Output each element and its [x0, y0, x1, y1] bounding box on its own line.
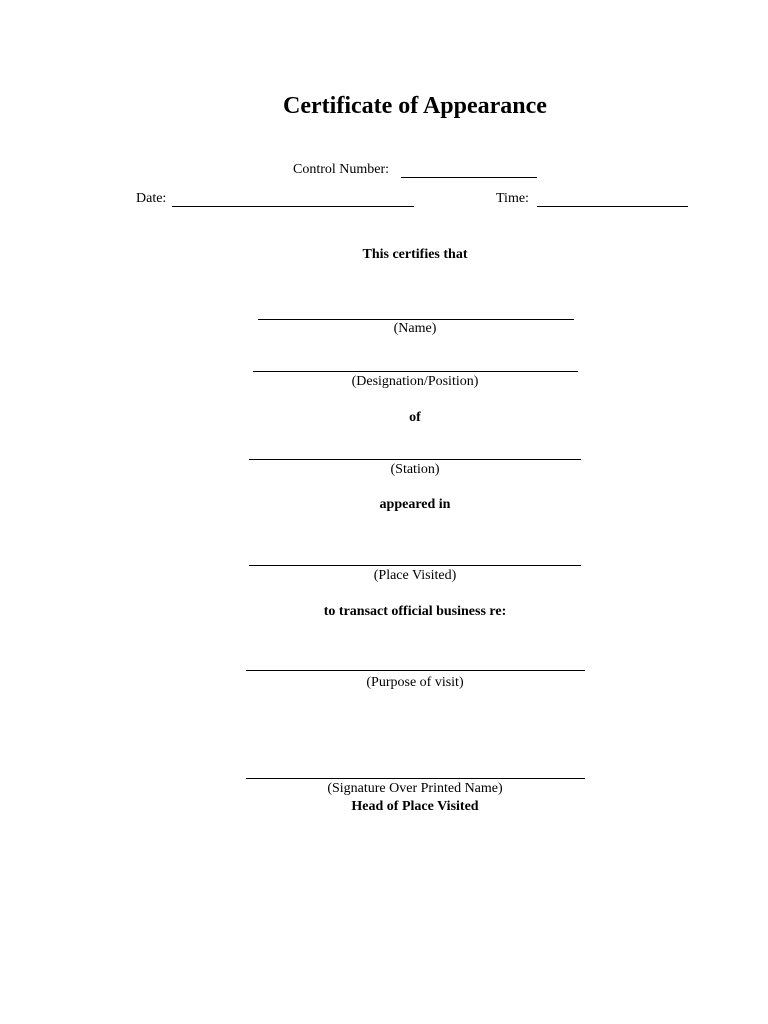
signature-caption: (Signature Over Printed Name)	[327, 781, 503, 796]
place-line	[249, 565, 581, 566]
signature-line	[246, 778, 585, 779]
name-line	[258, 319, 574, 320]
certifies-heading: This certifies that	[362, 247, 468, 262]
head-caption: Head of Place Visited	[351, 799, 479, 814]
designation-caption: (Designation/Position)	[351, 374, 479, 389]
purpose-caption: (Purpose of visit)	[366, 675, 464, 690]
transact-heading: to transact official business re:	[323, 604, 507, 619]
station-line	[249, 459, 581, 460]
date-label: Date:	[136, 191, 167, 206]
of-heading: of	[409, 410, 421, 425]
document-title: Certificate of Appearance	[283, 93, 547, 119]
time-line	[537, 206, 688, 207]
control-number-line	[401, 177, 537, 178]
control-number-label: Control Number:	[293, 162, 390, 177]
purpose-line	[246, 670, 585, 671]
date-line	[172, 206, 414, 207]
appeared-in-heading: appeared in	[379, 497, 451, 512]
time-label: Time:	[496, 191, 529, 206]
station-caption: (Station)	[390, 462, 440, 477]
name-caption: (Name)	[393, 321, 437, 336]
place-caption: (Place Visited)	[373, 568, 457, 583]
designation-line	[253, 371, 578, 372]
